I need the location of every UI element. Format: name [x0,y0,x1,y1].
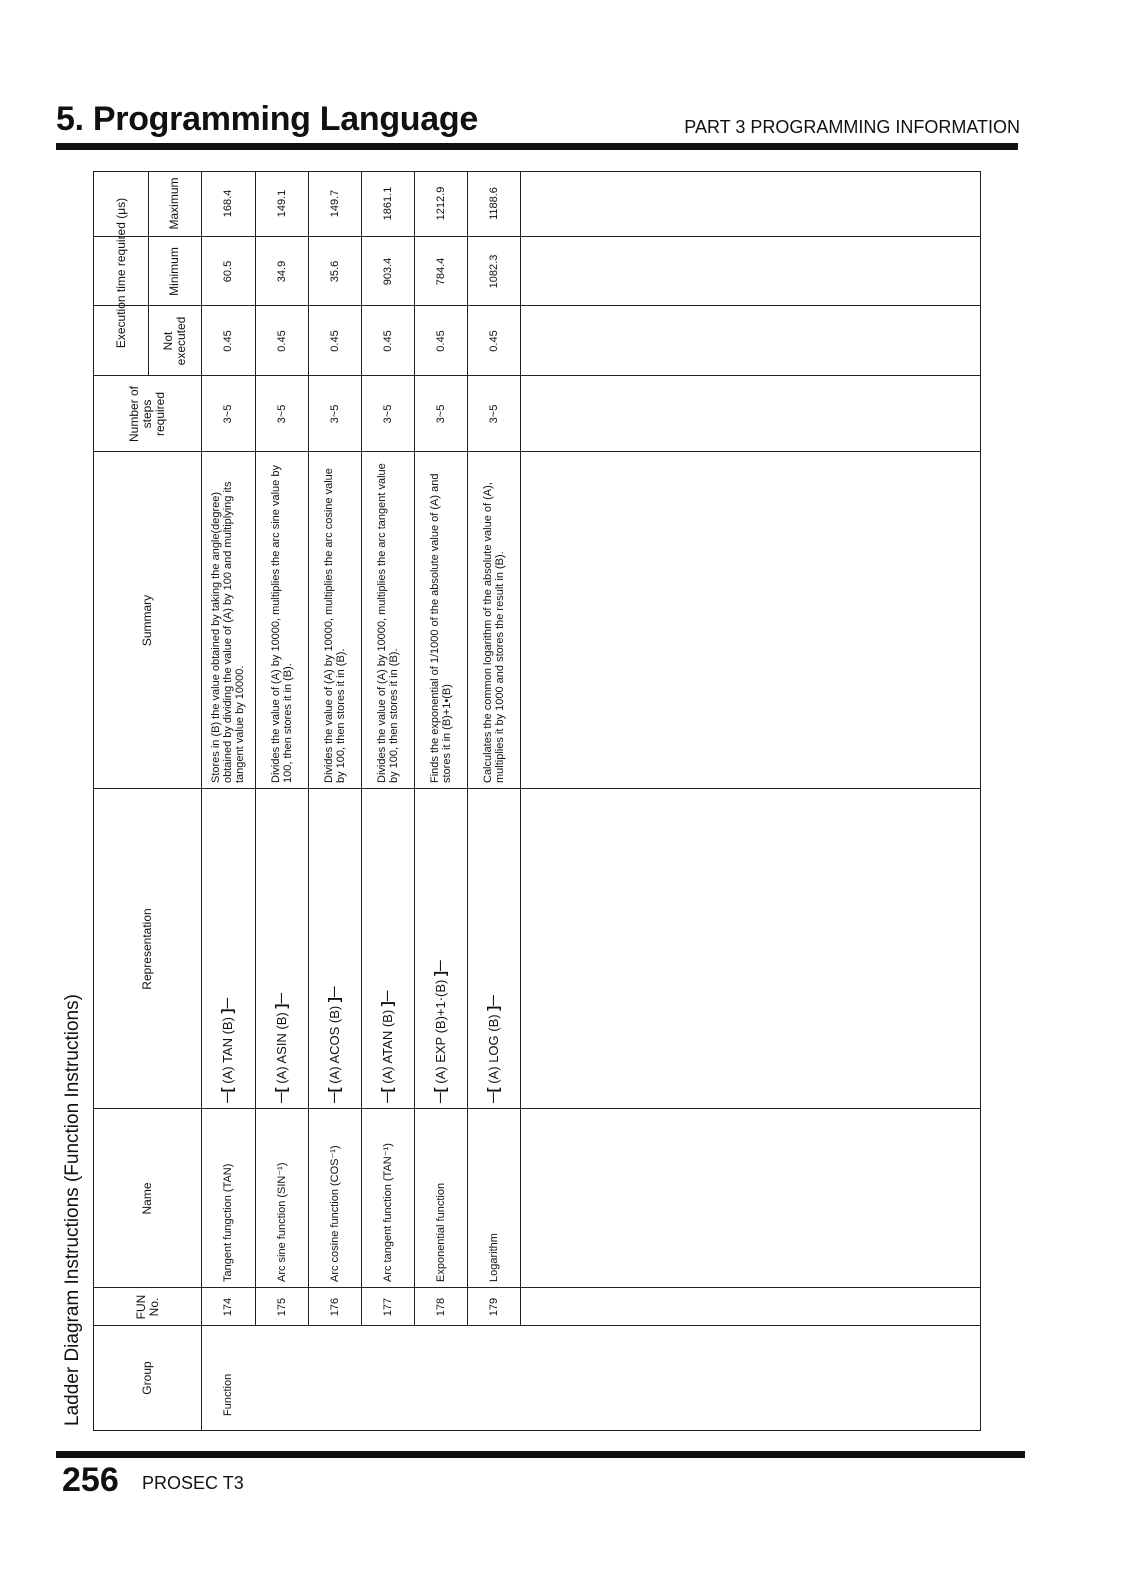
maximum-cell: 1212.9 [434,186,447,221]
page-title: 5. Programming Language [56,100,478,138]
name-cell: Arc tangent function (TAN⁻¹) [381,1143,394,1282]
fun-no-cell: 175 [275,1297,288,1317]
not-executed-cell: 0.45 [275,330,288,352]
representation-cell: ─[ (A) LOG (B) ]─ [484,995,502,1103]
fun-no-cell: 176 [328,1297,341,1317]
col-header-summary: Summary [140,594,154,647]
not-executed-cell: 0.45 [434,330,447,352]
not-executed-cell: 0.45 [328,330,341,352]
not-executed-cell: 0.45 [381,330,394,352]
right-bracket-icon: ]─ [219,997,236,1014]
steps-cell: 3~5 [487,404,500,424]
col-header-not-executed: Not executed [160,316,188,366]
left-bracket-icon: ─[ [431,1087,449,1103]
part-label: PART 3 PROGRAMMING INFORMATION [684,117,1020,137]
summary-cell: Stores in (B) the value obtained by taking the angle(degree) obtained by dividing the value of (A) by 100 and multiplying its tangent value by 10000. [210,481,246,783]
fun-no-cell: 179 [487,1297,500,1317]
fun-no-cell: 178 [434,1297,447,1317]
minimum-cell: 35.6 [328,260,341,283]
fun-no-cell: 174 [222,1297,234,1317]
col-header-group: Group [140,1361,154,1395]
col-header-steps: Number of steps required [127,385,167,443]
col-header-maximum: Maximum [167,177,181,230]
summary-cell: Finds the exponential of 1/1000 of the absolute value of (A) and stores it in (B)+1•(B) [428,473,453,783]
maximum-cell: 149.1 [275,189,288,218]
representation-cell: ─[ (A) EXP (B)+1·(B) ]─ [431,960,449,1103]
name-cell: Tangent fungction (TAN) [222,1163,234,1282]
left-bracket-icon: ─[ [325,1087,343,1103]
maximum-cell: 168.4 [222,189,234,218]
col-header-exec-time: Execution time required (μs) [113,197,128,349]
steps-cell: 3~5 [434,404,447,424]
representation-cell: ─[ (A) TAN (B) ]─ [219,997,236,1103]
col-header-fun-no: FUN No. [133,1294,161,1320]
representation-cell: ─[ (A) ACOS (B) ]─ [325,986,343,1103]
representation-cell: ─[ (A) ASIN (B) ]─ [272,992,290,1103]
name-cell: Logarithm [487,1233,500,1282]
summary-cell: Divides the value of (A) by 10000, multiplies the arc cosine value by 100, then stores it in (B). [322,468,347,783]
minimum-cell: 34.9 [275,260,288,283]
name-cell: Arc sine function (SIN⁻¹) [275,1162,288,1282]
minimum-cell: 903.4 [381,257,394,286]
right-bracket-icon: ]─ [325,986,343,1003]
name-cell: Arc cosine function (COS⁻¹) [328,1145,341,1282]
fun-no-cell: 177 [381,1297,394,1317]
col-header-name: Name [140,1182,154,1215]
right-bracket-icon: ]─ [431,960,449,976]
right-bracket-icon: ]─ [272,992,290,1009]
footer-rule [56,1451,1025,1458]
left-bracket-icon: ─[ [378,1087,396,1103]
col-header-representation: Representation [140,908,154,990]
maximum-cell: 1188.6 [487,187,500,220]
not-executed-cell: 0.45 [487,330,500,352]
left-bracket-icon: ─[ [219,1087,236,1103]
left-bracket-icon: ─[ [272,1087,290,1103]
steps-cell: 3~5 [222,404,234,424]
group-cell: Function [221,1373,234,1416]
maximum-cell: 149.7 [328,189,341,218]
section-title: Ladder Diagram Instructions (Function Instructions) [62,994,83,1426]
page-number: 256 [62,1461,119,1499]
summary-cell: Divides the value of (A) by 10000, multiplies the arc tangent value by 100, then stores it in (B). [375,463,400,783]
minimum-cell: 60.5 [222,260,234,283]
minimum-cell: 784.4 [434,257,447,286]
maximum-cell: 1861.1 [381,186,394,221]
right-bracket-icon: ]─ [484,995,502,1011]
function-instructions-table [93,171,981,1431]
header-rule [56,143,1018,150]
steps-cell: 3~5 [381,404,394,424]
model-name: PROSEC T3 [142,1473,244,1493]
representation-cell: ─[ (A) ATAN (B) ]─ [378,990,396,1103]
minimum-cell: 1082.3 [487,254,500,289]
col-header-minimum: Minimum [167,247,181,296]
steps-cell: 3~5 [275,404,288,424]
steps-cell: 3~5 [328,404,341,424]
summary-cell: Calculates the common logarithm of the absolute value of (A), multiplies it by 1000 and stores the result in (B). [481,482,506,783]
not-executed-cell: 0.45 [222,330,234,352]
summary-cell: Divides the value of (A) by 10000, multiplies the arc sine value by 100, then stores it in (B). [269,465,294,783]
left-bracket-icon: ─[ [484,1087,502,1103]
name-cell: Exponential function [434,1182,447,1282]
right-bracket-icon: ]─ [378,990,396,1007]
